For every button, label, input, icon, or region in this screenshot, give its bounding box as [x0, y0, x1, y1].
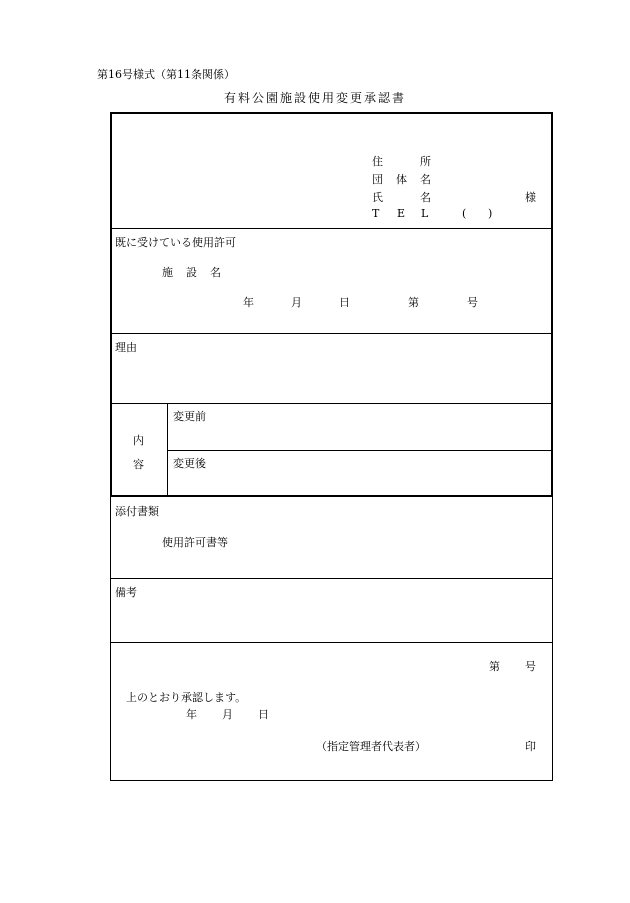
tel-label-3: L [421, 207, 429, 220]
tel-label-1: T [372, 207, 380, 220]
permit-number-dai: 第 [408, 296, 419, 309]
manager-label: （指定管理者代表者） [316, 740, 426, 753]
approval-date-day: 日 [258, 708, 269, 721]
facility-label-3: 名 [210, 266, 221, 279]
reason-label: 理由 [115, 341, 137, 354]
approval-date-year: 年 [186, 708, 197, 721]
approval-date-month: 月 [222, 708, 233, 721]
divider-content-label [167, 403, 168, 497]
divider-attachments [110, 578, 553, 579]
facility-label-2: 設 [186, 266, 197, 279]
address-label-1: 住 [372, 155, 383, 168]
org-label-3: 名 [420, 173, 431, 186]
divider-applicant [110, 228, 553, 229]
approval-number-dai: 第 [489, 660, 500, 673]
divider-reason [110, 403, 553, 404]
permit-date-year: 年 [243, 296, 254, 309]
divider-remarks [110, 642, 553, 643]
permit-number-go: 号 [467, 296, 478, 309]
org-label-2: 体 [396, 173, 407, 186]
tel-paren-open: ( [462, 207, 467, 220]
remarks-label: 備考 [115, 586, 137, 599]
form-number: 第16号様式（第11条関係） [97, 68, 235, 81]
form-table-bold-section [110, 112, 553, 497]
divider-permit [110, 333, 553, 334]
honorific-sama: 様 [525, 191, 536, 204]
existing-permit-heading: 既に受けている使用許可 [115, 236, 236, 249]
divider-content-middle [167, 450, 553, 451]
tel-label-2: E [397, 207, 406, 220]
approval-statement: 上のとおり承認します。 [126, 691, 247, 704]
address-label-2: 所 [420, 155, 431, 168]
attachments-label: 添付書類 [115, 505, 159, 518]
permit-date-month: 月 [291, 296, 302, 309]
attachments-item: 使用許可書等 [162, 536, 228, 549]
org-label-1: 団 [372, 173, 383, 186]
permit-date-day: 日 [339, 296, 350, 309]
before-change-label: 変更前 [173, 410, 206, 423]
document-title: 有料公園施設使用変更承認書 [223, 91, 406, 105]
seal-mark: 印 [525, 740, 536, 753]
after-change-label: 変更後 [173, 457, 206, 470]
tel-paren-close: ) [488, 207, 493, 220]
facility-label-1: 施 [162, 266, 173, 279]
content-label-top: 内 [133, 434, 144, 447]
approval-number-go: 号 [525, 660, 536, 673]
name-label-1: 氏 [372, 191, 383, 204]
content-label-bottom: 容 [133, 458, 144, 471]
name-label-2: 名 [420, 191, 431, 204]
